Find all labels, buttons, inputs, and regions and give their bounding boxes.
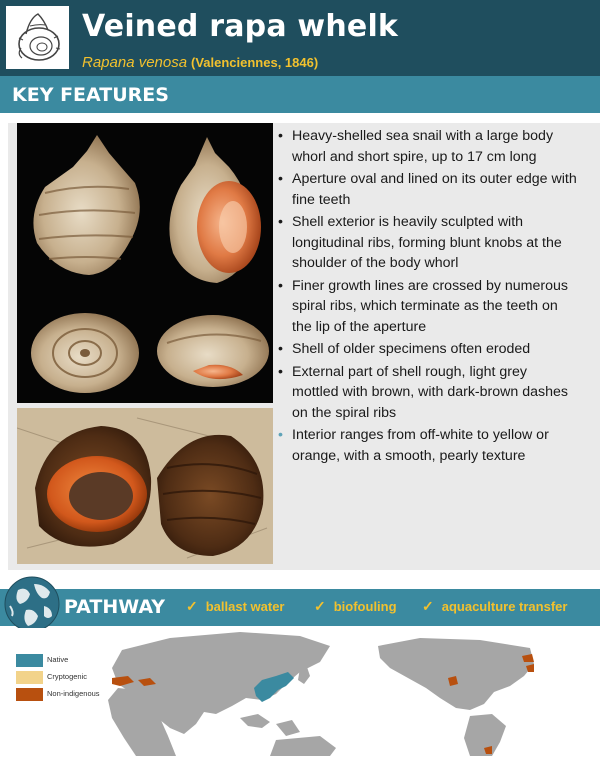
pathway-item-aquaculture-transfer: ✓ aquaculture transfer <box>422 598 568 614</box>
authority: (Valenciennes, 1846) <box>190 55 319 70</box>
check-icon: ✓ <box>422 598 434 614</box>
check-icon: ✓ <box>186 598 198 614</box>
pathway-heading: PATHWAY <box>64 596 166 618</box>
list-item: • Aperture oval and lined on its outer edge with fine teeth <box>278 171 577 208</box>
list-item: • Heavy-shelled sea snail with a large body whorl and short spire, up to 17 cm long <box>278 128 554 165</box>
page-subtitle <box>82 54 318 71</box>
legend-swatch <box>16 688 43 701</box>
shell-photo-beach <box>17 408 273 564</box>
list-item: • Finer growth lines are crossed by numerous spiral ribs, which terminate as the teeth on the lip of the aperture <box>278 277 568 335</box>
check-icon: ✓ <box>314 598 326 614</box>
shell-photo-studio <box>17 123 273 403</box>
feature-list <box>277 126 577 468</box>
globe-icon <box>4 576 60 632</box>
header <box>0 0 600 76</box>
key-features-bar <box>0 76 600 113</box>
list-item: • External part of shell rough, light grey mottled with brown, with dark-brown dashes on the spiral ribs <box>278 363 568 421</box>
pathway-item-biofouling: ✓ biofouling <box>314 598 397 614</box>
legend-swatch <box>16 654 43 667</box>
legend-swatch <box>16 671 43 684</box>
list-item: • Interior ranges from off-white to yellow or orange, with a smooth, pearly texture <box>278 427 549 464</box>
list-item: • Shell of older specimens often eroded <box>278 341 531 357</box>
shell-drawing-icon <box>6 6 69 69</box>
page-title: Veined rapa whelk <box>82 9 399 44</box>
scientific-name: Rapana venosa <box>82 54 188 71</box>
key-features-heading: KEY FEATURES <box>12 84 169 106</box>
pathway-item-ballast-water: ✓ ballast water <box>186 598 285 614</box>
list-item: • Shell exterior is heavily sculpted with longitudinal ribs, forming blunt knobs at the shoulder of the body whorl <box>278 214 562 271</box>
